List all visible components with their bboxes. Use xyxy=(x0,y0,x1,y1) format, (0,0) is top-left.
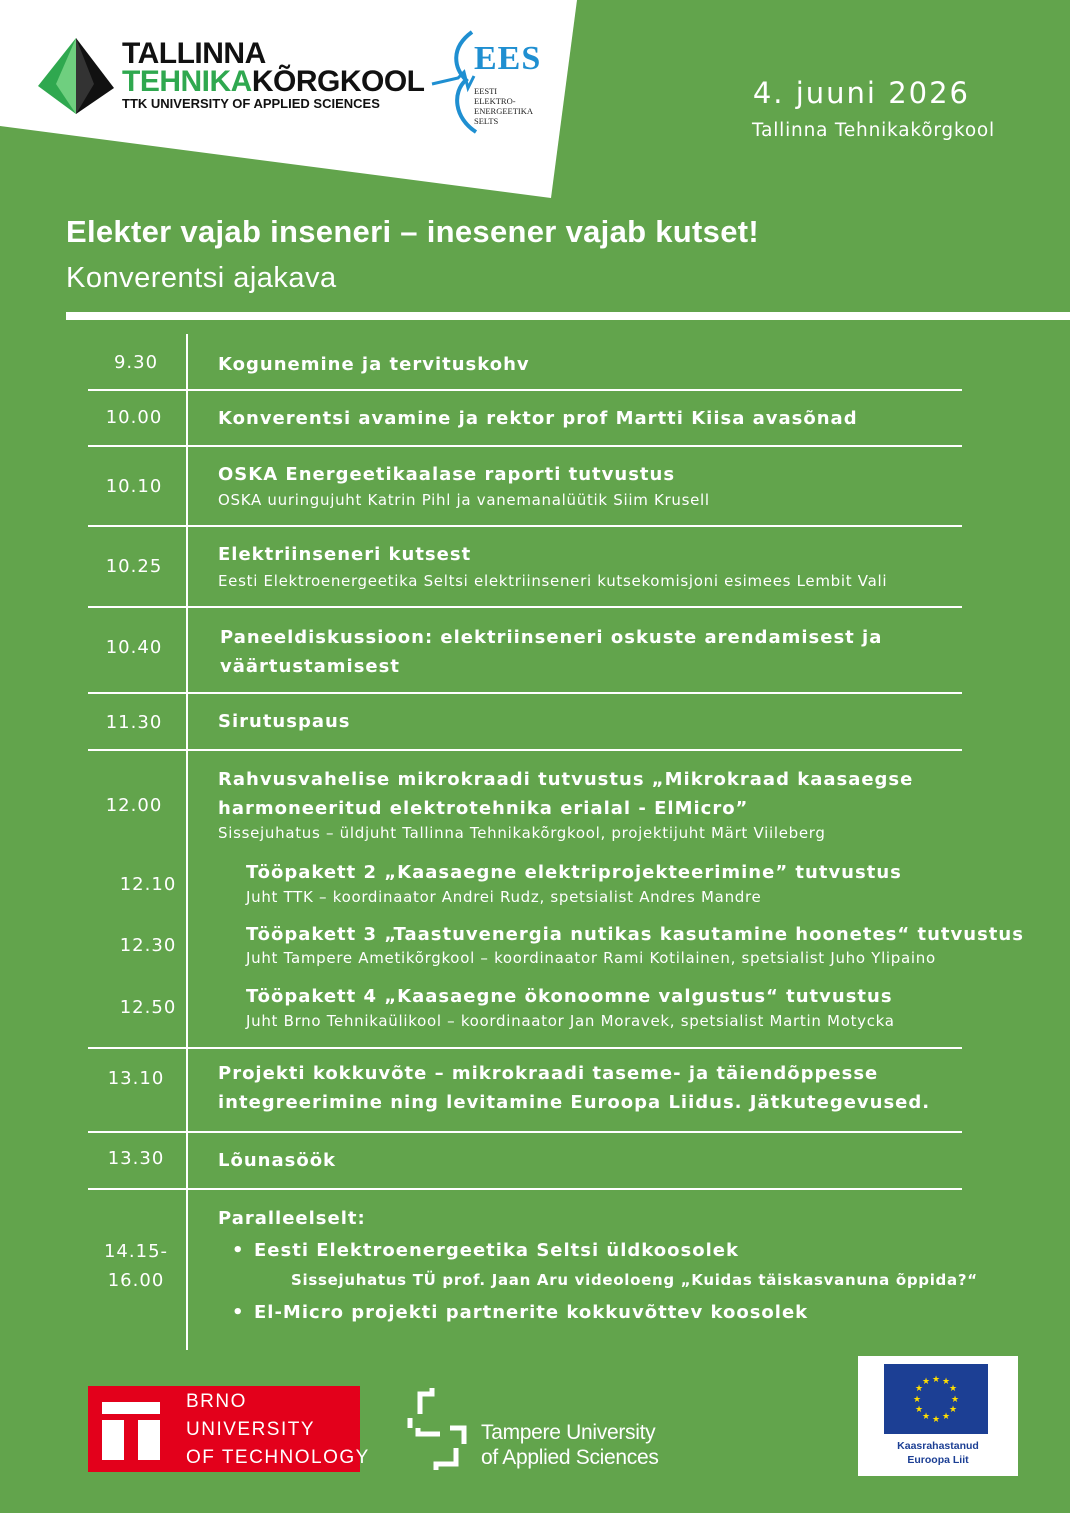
svg-text:★: ★ xyxy=(950,1395,960,1405)
row-divider xyxy=(88,445,962,447)
ttk-line2-green: TEHNIKA xyxy=(122,65,252,98)
agenda-time: 12.00 xyxy=(105,795,163,816)
row-divider xyxy=(88,1131,962,1133)
svg-text:★: ★ xyxy=(941,1412,951,1422)
ees-name-line: ELEKTRO- xyxy=(474,96,516,106)
agenda-speaker: Juht TTK – koordinaator Andrei Rudz, spetsialist Andres Mandre xyxy=(246,888,762,906)
ees-full-name xyxy=(474,86,544,126)
agenda-speaker: Sissejuhatus – üldjuht Tallinna Tehnikakõrgkool, projektijuht Märt Viileberg xyxy=(218,824,826,842)
ttk-line3: TTK UNIVERSITY OF APPLIED SCIENCES xyxy=(122,96,380,111)
agenda-subtime: 12.50 xyxy=(119,997,177,1018)
agenda-subtime: 12.10 xyxy=(119,874,177,895)
brno-logo xyxy=(88,1386,370,1472)
agenda-subtitle: Tööpakett 4 „Kaasaegne ökonoomne valgustus“ tutvustus xyxy=(246,986,893,1007)
agenda-time: 11.30 xyxy=(105,712,163,733)
svg-text:★: ★ xyxy=(948,1384,958,1394)
agenda-time-line: 14.15- xyxy=(103,1241,169,1262)
row-divider xyxy=(88,606,962,608)
agenda-time: 13.30 xyxy=(107,1148,165,1169)
eu-stars-icon xyxy=(884,1364,988,1434)
svg-text:★: ★ xyxy=(914,1405,924,1415)
agenda-speaker: OSKA uuringujuht Katrin Pihl ja vanemanalüütik Siim Krusell xyxy=(218,491,710,509)
agenda-time: 10.10 xyxy=(105,476,163,497)
brno-line: BRNO xyxy=(186,1391,247,1412)
agenda-title: Kogunemine ja tervituskohv xyxy=(218,354,530,375)
row-divider xyxy=(88,749,962,751)
eu-caption-line: Euroopa Liit xyxy=(907,1454,969,1466)
agenda-bullet-sub: Sissejuhatus TÜ prof. Jaan Aru videoloeng „Kuidas täiskasvanuna õppida?“ xyxy=(291,1271,978,1289)
brno-wordmark xyxy=(186,1388,370,1472)
tamk-bracket-icon xyxy=(406,1384,470,1474)
agenda-bullet: • El-Micro projekti partnerite kokkuvõttev koosolek xyxy=(254,1298,808,1327)
agenda-time: 10.25 xyxy=(105,556,163,577)
schedule-vertical-divider xyxy=(186,334,188,1350)
row-divider xyxy=(88,1188,962,1190)
event-date: 4. juuni 2026 xyxy=(752,76,970,110)
brno-t-icon xyxy=(88,1386,178,1472)
agenda-subtitle: Tööpakett 2 „Kaasaegne elektriprojekteerimine” tutvustus xyxy=(246,862,902,883)
svg-text:★: ★ xyxy=(931,1415,941,1425)
ttk-line2 xyxy=(122,65,425,98)
agenda-time: 10.00 xyxy=(105,407,163,428)
ttk-line2-dark: KÕRGKOOL xyxy=(251,65,425,98)
title-divider xyxy=(66,312,1070,320)
agenda-time-line: 16.00 xyxy=(107,1270,165,1291)
ttk-wordmark xyxy=(122,37,425,112)
agenda-subtime: 12.30 xyxy=(119,935,177,956)
ees-abbreviation: EES xyxy=(474,40,542,77)
page-subtitle: Konverentsi ajakava xyxy=(66,262,337,294)
row-divider xyxy=(88,389,962,391)
brno-line: UNIVERSITY xyxy=(186,1419,316,1440)
agenda-title: OSKA Energeetikaalase raporti tutvustus xyxy=(218,464,676,485)
eu-caption-line: Kaasrahastanud xyxy=(897,1440,979,1452)
agenda-bullet: • Eesti Elektroenergeetika Seltsi üldkoosolek xyxy=(254,1236,739,1265)
agenda-title-line: Projekti kokkuvõte – mikrokraadi taseme- ja täiendõppesse xyxy=(218,1063,879,1084)
agenda-time: 10.40 xyxy=(105,637,163,658)
page-title: Elekter vajab inseneri – inesener vajab kutset! xyxy=(66,214,759,249)
brno-line: OF TECHNOLOGY xyxy=(186,1447,370,1468)
agenda-title: Lõunasöök xyxy=(218,1150,337,1171)
ees-name-line: EESTI xyxy=(474,86,498,96)
svg-text:★: ★ xyxy=(921,1412,931,1422)
agenda-title: Paralleelselt: xyxy=(218,1208,366,1229)
agenda-title: Elektriinseneri kutsest xyxy=(218,544,472,565)
agenda-title: Konverentsi avamine ja rektor prof Martti Kiisa avasõnad xyxy=(218,408,858,429)
agenda-speaker: Juht Brno Tehnikaülikool – koordinaator Jan Moravek, spetsialist Martin Motycka xyxy=(246,1012,895,1030)
svg-text:★: ★ xyxy=(948,1405,958,1415)
row-divider xyxy=(88,525,962,527)
agenda-speaker: Juht Tampere Ametikõrgkool – koordinaator Rami Kotilainen, spetsialist Juho Ylipaino xyxy=(246,949,936,967)
agenda-time: 13.10 xyxy=(107,1068,165,1089)
agenda-title-line: integreerimine ning levitamine Euroopa Liidus. Jätkutegevused. xyxy=(218,1092,931,1113)
event-venue: Tallinna Tehnikakõrgkool xyxy=(752,120,995,141)
agenda-subtitle: Tööpakett 3 „Taastuvenergia nutikas kasutamine hoonetes“ tutvustus xyxy=(246,924,1024,945)
svg-text:★: ★ xyxy=(941,1377,951,1387)
ttk-pyramid-logo xyxy=(36,36,116,116)
svg-text:★: ★ xyxy=(931,1375,941,1385)
svg-text:★: ★ xyxy=(921,1377,931,1387)
agenda-title-line: väärtustamisest xyxy=(220,656,400,677)
tamk-line: of Applied Sciences xyxy=(481,1446,659,1469)
row-divider xyxy=(88,692,962,694)
agenda-speaker: Eesti Elektroenergeetika Seltsi elektriinseneri kutsekomisjoni esimees Lembit Vali xyxy=(218,572,888,590)
agenda-time: 9.30 xyxy=(113,352,159,373)
agenda-title-line: Rahvusvahelise mikrokraadi tutvustus „Mikrokraad kaasaegse xyxy=(218,769,914,790)
ttk-line1: TALLINNA xyxy=(122,37,266,70)
svg-text:★: ★ xyxy=(914,1384,924,1394)
eu-cofunded-logo xyxy=(858,1356,1018,1476)
ees-name-line: ENERGEETIKA xyxy=(474,106,534,116)
ees-name-line: SELTS xyxy=(474,116,499,126)
eu-flag-icon xyxy=(884,1364,988,1434)
svg-text:★: ★ xyxy=(912,1395,922,1405)
tamk-wordmark xyxy=(481,1420,659,1470)
agenda-title-line: Paneeldiskussioon: elektriinseneri oskuste arendamisest ja xyxy=(220,627,883,648)
row-divider xyxy=(88,1047,962,1049)
tamk-line: Tampere University xyxy=(481,1421,656,1444)
agenda-title: Sirutuspaus xyxy=(218,711,351,732)
agenda-title-line: harmoneeritud elektrotehnika erialal - ElMicro” xyxy=(218,798,749,819)
